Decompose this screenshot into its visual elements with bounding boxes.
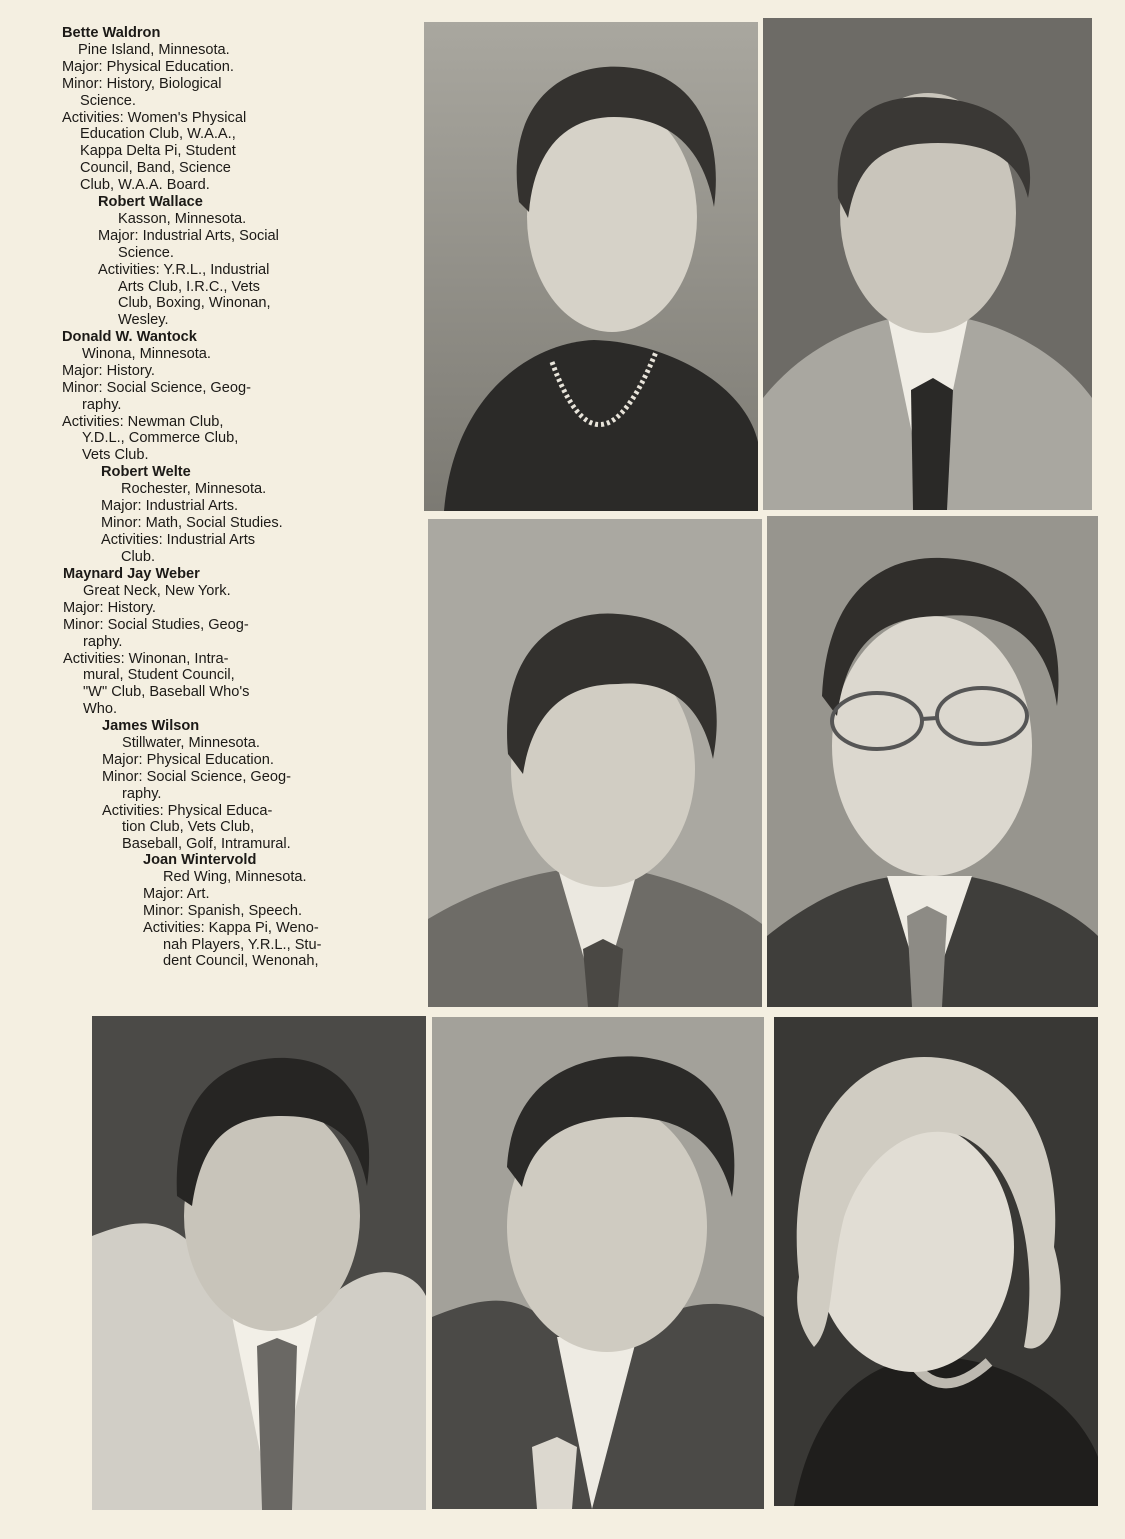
- bio-line: raphy.: [83, 633, 123, 650]
- bio-line: Arts Club, I.R.C., Vets: [118, 278, 260, 295]
- bio-maynard-jay-weber: [63, 566, 323, 718]
- bio-robert-wallace: [98, 194, 358, 329]
- bio-line: raphy.: [122, 785, 162, 802]
- student-name: Robert Welte: [101, 464, 191, 480]
- bio-line: Major: Industrial Arts, Social: [98, 227, 279, 244]
- bio-line: Science.: [80, 92, 136, 109]
- bio-bette-waldron: [62, 25, 322, 194]
- bio-line: dent Council, Wenonah,: [163, 953, 319, 970]
- bio-line: Red Wing, Minnesota.: [163, 868, 307, 885]
- bio-line: Council, Band, Science: [80, 160, 231, 177]
- portrait-photo-robert-wallace: [763, 18, 1092, 510]
- student-name: Bette Waldron: [62, 25, 161, 41]
- bio-line: Club.: [121, 548, 156, 565]
- bio-line: nah Players, Y.R.L., Stu-: [163, 936, 322, 953]
- bio-line: Education Club, W.A.A.,: [80, 126, 236, 143]
- portrait-woman-icon: [774, 1017, 1098, 1506]
- bio-line: Minor: Social Science, Geog-: [102, 768, 291, 785]
- portrait-photo-bette-waldron: [424, 22, 758, 511]
- bio-robert-welte: [101, 464, 361, 565]
- bio-line: mural, Student Council,: [83, 667, 235, 684]
- bio-line: Baseball, Golf, Intramural.: [122, 836, 291, 853]
- bio-line: Winona, Minnesota.: [82, 345, 211, 362]
- bio-line: Vets Club.: [82, 447, 149, 464]
- portrait-photo-donald-wantock: [428, 519, 762, 1007]
- bio-line: Club, W.A.A. Board.: [80, 177, 210, 194]
- portrait-man-icon: [763, 18, 1092, 510]
- bio-joan-wintervold: [143, 852, 403, 970]
- bio-line: tion Club, Vets Club,: [122, 819, 255, 836]
- bio-line: Stillwater, Minnesota.: [122, 734, 260, 751]
- bio-line: Activities: Women's Physical: [62, 109, 247, 126]
- bio-line: Activities: Kappa Pi, Weno-: [143, 919, 319, 936]
- bio-line: Pine Island, Minnesota.: [78, 41, 230, 58]
- bio-line: Kasson, Minnesota.: [118, 210, 247, 227]
- bio-line: Activities: Industrial Arts: [101, 531, 256, 548]
- bio-donald-wantock: [62, 329, 322, 464]
- portrait-woman-icon: [424, 22, 758, 511]
- bio-line: Major: Industrial Arts.: [101, 497, 239, 514]
- student-name: Joan Wintervold: [143, 852, 257, 868]
- bio-line: Rochester, Minnesota.: [121, 480, 267, 497]
- bio-line: Major: History.: [63, 599, 156, 616]
- bio-line: Club, Boxing, Winonan,: [118, 295, 271, 312]
- bio-line: Major: Physical Education.: [102, 751, 274, 768]
- student-name: Maynard Jay Weber: [63, 566, 200, 582]
- bio-line: Science.: [118, 244, 174, 261]
- bio-line: Wesley.: [118, 312, 169, 329]
- bio-line: Who.: [83, 701, 118, 718]
- bio-line: Major: History.: [62, 362, 155, 379]
- bio-line: "W" Club, Baseball Who's: [83, 684, 250, 701]
- bio-line: Kappa Delta Pi, Student: [80, 143, 236, 160]
- bio-line: Great Neck, New York.: [83, 582, 231, 599]
- bio-line: Major: Physical Education.: [62, 58, 234, 75]
- portrait-photo-james-wilson: [432, 1017, 764, 1509]
- bio-line: Minor: Spanish, Speech.: [143, 902, 302, 919]
- bio-james-wilson: [102, 718, 362, 853]
- portrait-man-glasses-icon: [767, 516, 1098, 1007]
- student-name: Donald W. Wantock: [62, 329, 197, 345]
- portrait-man-icon: [432, 1017, 764, 1509]
- bio-line: Minor: History, Biological: [62, 75, 222, 92]
- student-name: James Wilson: [102, 718, 200, 734]
- bio-line: Activities: Physical Educa-: [102, 802, 273, 819]
- student-name: Robert Wallace: [98, 194, 203, 210]
- portrait-photo-maynard-jay-weber: [92, 1016, 426, 1510]
- bio-line: Y.D.L., Commerce Club,: [82, 430, 239, 447]
- bio-line: Minor: Social Studies, Geog-: [63, 616, 249, 633]
- bio-line: Minor: Math, Social Studies.: [101, 514, 283, 531]
- portrait-man-icon: [428, 519, 762, 1007]
- portrait-photo-joan-wintervold: [774, 1017, 1098, 1506]
- bio-line: Major: Art.: [143, 885, 210, 902]
- bio-line: Activities: Y.R.L., Industrial: [98, 261, 270, 278]
- portrait-photo-robert-welte: [767, 516, 1098, 1007]
- bio-line: Activities: Winonan, Intra-: [63, 650, 229, 667]
- bio-line: raphy.: [82, 396, 122, 413]
- bio-line: Minor: Social Science, Geog-: [62, 379, 251, 396]
- portrait-man-icon: [92, 1016, 426, 1510]
- bio-line: Activities: Newman Club,: [62, 413, 224, 430]
